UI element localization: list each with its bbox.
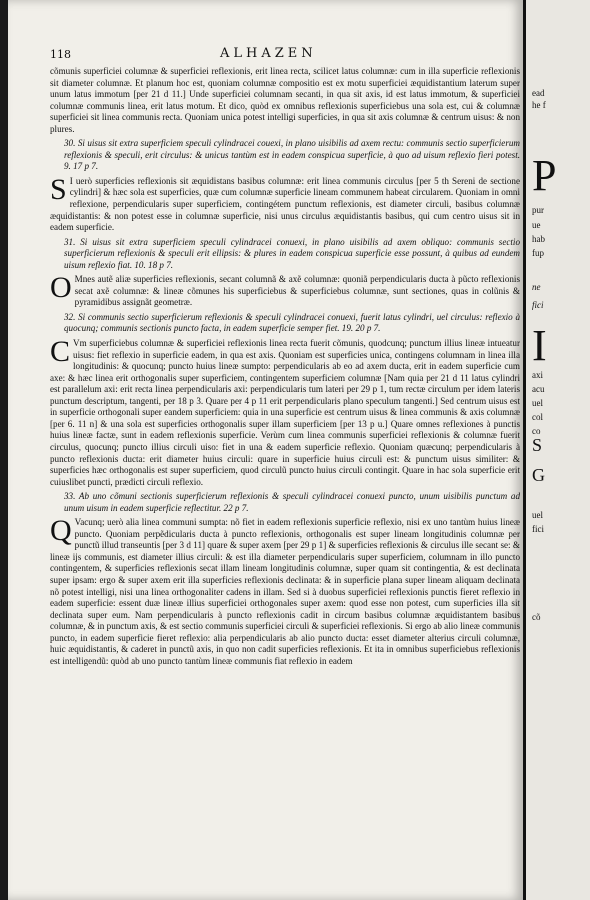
book-page — [8, 0, 523, 900]
edge-fragment: fici — [532, 524, 544, 534]
facing-page-edge — [523, 0, 590, 900]
drop-cap: S — [50, 172, 67, 206]
edge-fragment: ead — [532, 88, 545, 98]
proposition-33: 33. Ab uno cõmuni sectionis superficierum reflexionis & speculi cylindracei conuexi puncto, unum uisibilis punctum ad unum uisum in eadem superficie reflectitur. 22 p 7. — [64, 491, 520, 513]
proposition-32: 32. Si communis sectio superficierum reflexionis & speculi cylindracei conuexi, fuerit latus cylindri, uel circulus: reflexio à quocunq; communis sectionis puncto facta, in eadem superficie semper fiet. 19. 20 p 7. — [64, 311, 520, 334]
proposition-30: 30. Si uisus sit extra superficiem speculi cylindracei couexi, in plano uisibilis ad axem rectu: communis sectio superficierum reflexionis & speculi, erit circulus: & unicus tantùm est in eadem conspicua superficie, à quo ad uisum reflexio fieri potest. 9. 17 p 7. — [64, 138, 520, 172]
edge-fragment: pur — [532, 205, 544, 215]
paragraph — [50, 514, 520, 667]
edge-fragment: S — [532, 435, 543, 455]
paragraph-text: Mnes autẽ aliæ superficies reflexionis, secant columnã & axẽ columnæ: quoniã perpendicularis ducta à pũcto reflexionis secat axẽ columnæ: & lineæ cõmunes his superficiebus & superficiebus columnæ, sunt sectiones, quas in colũnis & pyramidibus assignãt geometræ. — [74, 274, 520, 308]
paragraph-text: I uerò superficies reflexionis sit æquidistans basibus columnæ: erit linea communis circulus [per 5 th Sereni de sectione cylindri] & hæc sola est superficies, quæ cum columnæ superficie lineam communem habeat circularem. Quoniam in omni reflexione, perpendicularis super superficiem, contingétem punctum reflexionis, est diameter circuli, basibus columnæ æquidistantis: & non potest esse in columnæ superficie, nisi unus circulus æquidistantis basibus, qui cum centro uisus sit in eadem superficie. — [50, 175, 520, 233]
edge-fragment: he f — [532, 100, 546, 110]
paragraph — [50, 335, 520, 488]
edge-fragment: cõ — [532, 612, 541, 622]
edge-fragment: fup — [532, 248, 544, 258]
drop-cap: O — [50, 271, 72, 305]
drop-cap: C — [50, 335, 71, 369]
page-number: 118 — [50, 48, 71, 61]
page-header — [50, 48, 520, 64]
edge-fragment: ue — [532, 220, 541, 230]
edge-fragment: ne — [532, 282, 541, 292]
edge-fragment: col — [532, 412, 543, 422]
edge-fragment: G — [532, 465, 545, 485]
paragraph-text: Vm superficiebus columnæ & superficiei reflexionis linea recta fuerit cõmunis, quodcunq; punctum illius lineæ intueatur uisus: fiet reflexio in superficie eadem, in qua est axis. Quoniam est superficies unica, contingens columnam in linea illa longitudinis: & quocunq; puncto huius lineæ sumpto: perpendicularis ab eo ad axem ducta, erit in eadem superficie cum axe: & hæc linea erit orthogonalis super superficiem, contingentem superficiem columnæ [Nam quia per 21 d 11 latus cylindri est parallelum axi: erit recta linea perpendicularis axi: perpendicularis tum lateri per 29 p 1, tum rectæ circulum per idem lateris punctum descriptum, tangenti, per 18 p 3. Quare per 4 p 11 erit perpendicularis plano speculum tangenti.] Sed centrum uisus est in superficie orthogonali super eandem superficiem: quia in una superficie est centrum uisus & linea communis & axis columnæ [per 6. 11 n] & una sola est superficies orthogonalis super illam superficiem [per 13 p u.] Quare omnes reflexiones à punctis huius lineæ factæ, sunt in eadem reflexionis superficie. Verùm cum linea communis superficiei reflexionis & columnæ fuerit circulus, quocunq; puncto illius circuli uiso: fiet in una & eadem superficie reflexio. Quoniam quæcunq; perpendicularis à puncto reflexionis ducta: erit diameter huius circuli: quare in superficie huius circuli est: & punctum uisus similiter: & superficies hæc orthogonalis est super superficiem, quod circulũ puncto huius circuli contingit. Quare in hac sola superficie erit cuiuslibet puncti, prædicti circuli reflexio. — [50, 338, 520, 487]
edge-fragment: co — [532, 426, 541, 436]
paragraph — [50, 172, 520, 234]
running-head: ALHAZEN — [220, 46, 317, 61]
edge-fragment: acu — [532, 384, 545, 394]
edge-fragment: uel — [532, 510, 543, 520]
page-text — [50, 66, 520, 670]
edge-large-letter: I — [532, 321, 547, 370]
paragraph: cõmunis superficiei columnæ & superficiei reflexionis, erit linea recta, scilicet latus columnæ: cum in illa superficie reflexionis sit diameter columnæ. Et planum hoc est, quoniam columnæ compositio est ex motu superficiei æquidistantium laterum super unum latus immotum [per 21 d 11.] Unde superficiei columnam secanti, in qua sit axis, id est latus immotum, & superficiei columnæ communis linea, erit latus motum. Et dico, quòd ex omnibus reflexionis superficiebus una sola est, cui & columnæ superficiei sit linea communis recta. Quoniam unica potest intelligi superficies, in qua sit axis columnæ & centrum uisus: & non plures. — [50, 66, 520, 134]
edge-fragment: fici — [532, 300, 544, 310]
paragraph-text: Vacunq; uerò alia linea communi sumpta: nõ fiet in eadem reflexionis superficie reflexio, nisi ex uno tantùm huius lineæ puncto. Quoniam perpẽdicularis ducta à puncto reflexionis, orthogonalis est super lineam longitudinis columnæ per punctũ illud transeuntis [per 3 d 11] quare & super axem [per 29 p 1] & superficies reflexionis & circulus ille secant se: & lineæ ijs communis, est diameter illius circuli: & est illa diameter perpendicularis super superficiem, columnam in illo puncto contingentem, & superficies reflexionis secat illam lineam longitudinis columnæ, super quam sit contingentia, & est declinata super ipsam: ergo & super axem erit illa superficies reflexionis declinata: & in superficie plana super lineam aliquam declinata nõ potest intelligi, nisi una linea orthogonaliter cadens in illam. Sed si à duobus superficiei reflexionis punctis fieret reflexio in eadem superficie: essent duæ lineæ illius superficiei orthogonales super axem: quod esse non potest, cum superficies illa sit declinata super eum. Nam perpendicularis à puncto reflexionis cadit in circum basibus columnæ æquidistantem basibus columnæ, & in punctum axis, & est sectio communis superficiei circuli & superficiei reflexionis. Si ergo ab alio lineæ communis puncto, in eadem superficie fieret reflexio: alia perpendicularis ab alio puncto ducta: esset diameter alterius circuli columnæ, huic æquidistantis, & caderet in punctũ axis, in quo non cadit superficies reflexionis. Et ita in omnibus superficiebus reflexionis est intelligendũ: quòd ab uno puncto tantùm lineæ communis fiat reflexio in eadem — [50, 517, 520, 666]
edge-fragment: hab — [532, 234, 545, 244]
paragraph — [50, 271, 520, 309]
proposition-31: 31. Si uisus sit extra superficiem speculi cylindracei conuexi, in plano uisibilis ad axem obliquo: communis sectio superficierum reflexionis & speculi erit ellipsis: & plures in eadem conspicua superficie esse possunt, à quibus ad eundem uisum reflexio fiat. 10. 18 p 7. — [64, 236, 520, 270]
edge-large-letter: P — [532, 151, 557, 200]
edge-fragment: uel — [532, 398, 543, 408]
edge-fragment: axi — [532, 370, 543, 380]
drop-cap: Q — [50, 514, 72, 548]
